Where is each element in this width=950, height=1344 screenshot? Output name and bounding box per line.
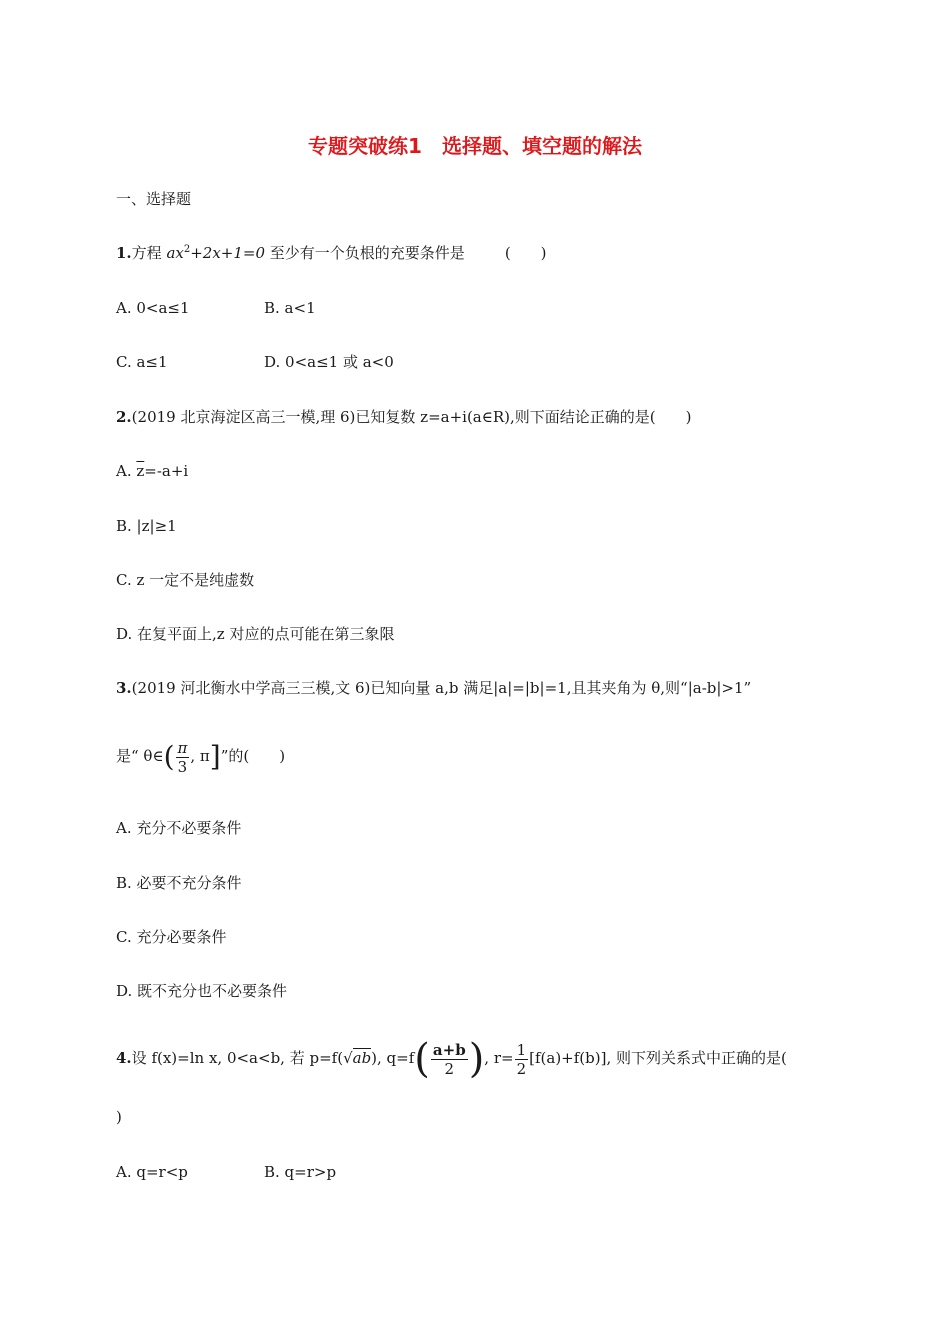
option-b: B. 必要不充分条件 [116, 874, 242, 892]
question-text-mid: ), q=f [371, 1049, 415, 1067]
question-text: (2019 河北衡水中学高三三模,文 6)已知向量 a,b 满足|a|=|b|=1,且其夹角为 θ,则“|a-b|>1” [131, 679, 752, 697]
option-b: B. |z|≥1 [116, 517, 177, 535]
question-4-line-2: ) [116, 1108, 122, 1126]
question-text: (2019 北京海淀区高三一模,理 6)已知复数 z=a+i(a∈R),则下面结论正确的是( ) [131, 408, 692, 426]
right-bracket: ] [209, 740, 221, 773]
radicand: ab [352, 1049, 372, 1067]
option-b: B. a<1 [264, 299, 316, 317]
question-number: 2. [116, 408, 132, 426]
numerator: π [177, 738, 188, 757]
section-heading: 一、选择题 [116, 190, 192, 208]
question-text-pre: 方程 [131, 244, 167, 262]
option-d: D. 在复平面上,z 对应的点可能在第三象限 [116, 625, 395, 643]
numerator: a+b [432, 1040, 466, 1059]
question-number: 4. [116, 1049, 132, 1067]
fraction-one-half [515, 1041, 529, 1078]
equation-rest: +2x+1=0 [190, 244, 266, 262]
page-title: 专题突破练1 选择题、填空题的解法 [308, 134, 642, 158]
option-a: A. q=r<p [116, 1163, 188, 1181]
conjugate-z: $\overline{z}$ [136, 462, 145, 480]
option-c: C. a≤1 [116, 353, 168, 371]
question-text-post: 至少有一个负根的充要条件是 [265, 244, 465, 262]
option-label: A. [116, 462, 137, 480]
question-number: 1. [116, 244, 132, 262]
text-post: ”的( ) [220, 747, 286, 765]
option-text: =-a+i [144, 462, 189, 480]
denominator: 3 [177, 757, 188, 776]
question-2 [116, 407, 691, 427]
exponent: 2 [183, 244, 191, 255]
option-c: C. z 一定不是纯虚数 [116, 571, 255, 589]
question-3 [116, 678, 751, 698]
question-text-post: [f(a)+f(b)], 则下列关系式中正确的是( [529, 1049, 787, 1067]
right-paren: ) [468, 1036, 485, 1082]
option-d: D. 0<a≤1 或 a<0 [264, 353, 394, 371]
option-a: A. 充分不必要条件 [116, 819, 242, 837]
question-number: 3. [116, 679, 132, 697]
answer-blank: ( ) [504, 244, 547, 262]
question-4 [116, 1030, 787, 1087]
option-b: B. q=r>p [264, 1163, 337, 1181]
option-a: A. 0<a≤1 [116, 299, 190, 317]
denominator: 2 [516, 1059, 527, 1078]
denominator: 2 [444, 1059, 455, 1078]
option-a [116, 461, 188, 481]
left-paren: ( [414, 1036, 430, 1082]
radical-sign: √ [343, 1049, 353, 1067]
left-paren: ( [163, 740, 175, 773]
question-1 [116, 243, 547, 263]
question-3-line-2 [116, 732, 285, 781]
text-pre: 是“ θ∈ [116, 747, 164, 765]
numerator: 1 [516, 1040, 527, 1059]
equation: ax [166, 244, 184, 262]
question-text-pre: 设 f(x)=ln x, 0<a<b, 若 p=f( [131, 1049, 344, 1067]
fraction [176, 739, 190, 776]
option-c: C. 充分必要条件 [116, 928, 227, 946]
option-d: D. 既不充分也不必要条件 [116, 982, 288, 1000]
fraction-a-plus-b [431, 1041, 468, 1078]
text-mid: , π [190, 747, 210, 765]
question-text-mid2: , r= [484, 1049, 514, 1067]
